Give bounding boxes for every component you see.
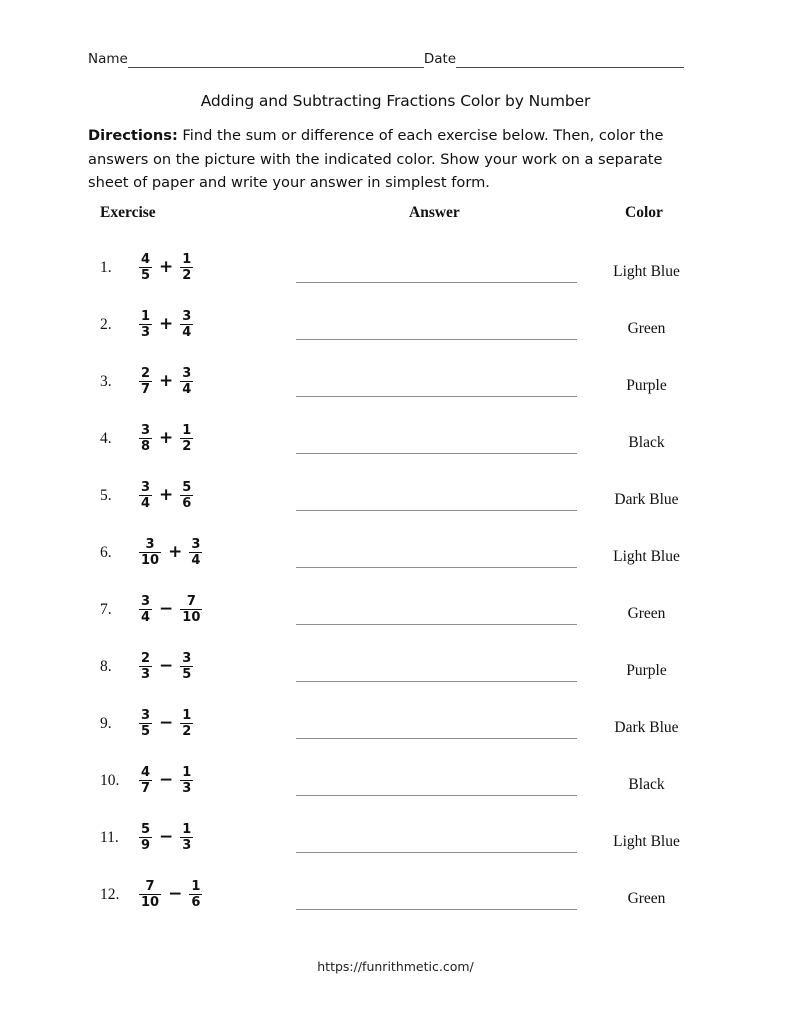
exercise-number: 3.	[100, 373, 112, 390]
fraction-denominator: 4	[182, 381, 192, 397]
answer-blank-line[interactable]	[296, 795, 577, 796]
answer-blank-line[interactable]	[296, 681, 577, 682]
exercise-row	[0, 583, 791, 640]
footer-url[interactable]: https://funrithmetic.com/	[317, 959, 474, 974]
operator-symbol: +	[159, 256, 174, 277]
exercise-number: 6.	[100, 544, 112, 561]
fraction-denominator: 9	[141, 837, 151, 853]
operator-symbol: +	[159, 484, 174, 505]
operator-symbol: −	[159, 826, 174, 847]
exercise-number: 8.	[100, 658, 112, 675]
exercise-number: 10.	[100, 772, 120, 789]
fraction-numerator: 4	[141, 764, 151, 780]
fraction-denominator: 7	[141, 381, 151, 397]
operator-symbol: −	[159, 655, 174, 676]
exercise-number: 2.	[100, 316, 112, 333]
fraction-denominator: 5	[141, 267, 151, 283]
fraction-numerator: 3	[141, 707, 151, 723]
color-label: Light Blue	[613, 263, 680, 280]
exercise-row	[0, 298, 791, 355]
operator-symbol: +	[159, 427, 174, 448]
operator-symbol: −	[168, 883, 183, 904]
fraction-numerator: 5	[182, 479, 192, 495]
color-label: Purple	[626, 662, 667, 679]
exercise-number: 1.	[100, 259, 112, 276]
fraction-denominator: 2	[182, 267, 192, 283]
first-fraction	[139, 367, 152, 396]
column-header-color: Color	[625, 204, 663, 221]
color-label: Green	[627, 320, 666, 337]
exercise-number: 5.	[100, 487, 112, 504]
fraction-denominator: 3	[141, 666, 151, 682]
fraction-denominator: 6	[191, 894, 201, 910]
fraction-denominator: 10	[141, 552, 160, 568]
color-label: Green	[627, 605, 666, 622]
exercise-row	[0, 241, 791, 298]
directions-text: Find the sum or difference of each exercise below. Then, color the answers on the picture with the indicated color. Show your work on a separate sheet of paper and write your answer in simplest form.	[88, 127, 664, 191]
exercise-row	[0, 469, 791, 526]
answer-blank-line[interactable]	[296, 453, 577, 454]
answer-blank-line[interactable]	[296, 567, 577, 568]
operator-symbol: −	[159, 769, 174, 790]
color-label: Dark Blue	[614, 719, 679, 736]
fraction-numerator: 3	[141, 593, 151, 609]
first-fraction	[139, 538, 161, 567]
exercise-number: 7.	[100, 601, 112, 618]
first-fraction	[139, 595, 152, 624]
first-fraction	[139, 652, 152, 681]
color-label: Green	[627, 890, 666, 907]
exercise-row	[0, 412, 791, 469]
second-fraction	[180, 766, 193, 795]
exercise-row	[0, 811, 791, 868]
fraction-denominator: 2	[182, 438, 192, 454]
directions-colon: :	[171, 127, 178, 144]
first-fraction	[139, 880, 161, 909]
fraction-denominator: 5	[182, 666, 192, 682]
fraction-numerator: 2	[141, 365, 151, 381]
exercise-expression	[138, 814, 194, 860]
exercise-list	[0, 241, 791, 925]
fraction-numerator: 3	[191, 536, 201, 552]
exercise-expression	[138, 529, 203, 575]
second-fraction	[189, 880, 202, 909]
operator-symbol: +	[159, 313, 174, 334]
fraction-numerator: 4	[141, 251, 151, 267]
operator-symbol: +	[168, 541, 183, 562]
first-fraction	[139, 424, 152, 453]
fraction-numerator: 1	[191, 878, 201, 894]
exercise-expression	[138, 757, 194, 803]
color-label: Black	[628, 776, 665, 793]
column-header-answer: Answer	[409, 204, 460, 221]
fraction-numerator: 3	[145, 536, 155, 552]
second-fraction	[180, 709, 193, 738]
answer-blank-line[interactable]	[296, 624, 577, 625]
fraction-denominator: 4	[141, 609, 151, 625]
color-label: Dark Blue	[614, 491, 679, 508]
second-fraction	[189, 538, 202, 567]
exercise-row	[0, 868, 791, 925]
exercise-expression	[138, 358, 194, 404]
fraction-denominator: 10	[141, 894, 160, 910]
first-fraction	[139, 823, 152, 852]
date-label: Date	[423, 51, 457, 67]
fraction-numerator: 7	[186, 593, 196, 609]
first-fraction	[139, 766, 152, 795]
operator-symbol: −	[159, 712, 174, 733]
fraction-numerator: 3	[182, 650, 192, 666]
exercise-number: 12.	[100, 886, 120, 903]
color-label: Black	[628, 434, 665, 451]
exercise-row	[0, 640, 791, 697]
exercise-expression	[138, 244, 194, 290]
operator-symbol: +	[159, 370, 174, 391]
second-fraction	[180, 253, 193, 282]
date-input-line[interactable]	[456, 52, 684, 68]
second-fraction	[180, 424, 193, 453]
color-label: Light Blue	[613, 833, 680, 850]
name-label: Name	[88, 51, 128, 67]
answer-blank-line[interactable]	[296, 510, 577, 511]
fraction-denominator: 10	[182, 609, 201, 625]
second-fraction	[180, 367, 193, 396]
fraction-denominator: 5	[141, 723, 151, 739]
fraction-numerator: 1	[182, 251, 192, 267]
answer-blank-line[interactable]	[296, 282, 577, 283]
fraction-denominator: 6	[182, 495, 192, 511]
fraction-numerator: 1	[182, 707, 192, 723]
first-fraction	[139, 709, 152, 738]
second-fraction	[180, 595, 202, 624]
column-headers	[0, 204, 791, 226]
second-fraction	[180, 823, 193, 852]
answer-blank-line[interactable]	[296, 852, 577, 853]
directions-label: Directions	[88, 127, 172, 144]
fraction-denominator: 4	[191, 552, 201, 568]
second-fraction	[180, 481, 193, 510]
operator-symbol: −	[159, 598, 174, 619]
fraction-numerator: 7	[145, 878, 155, 894]
exercise-expression	[138, 586, 203, 632]
fraction-numerator: 2	[141, 650, 151, 666]
answer-blank-line[interactable]	[296, 738, 577, 739]
fraction-numerator: 1	[141, 308, 151, 324]
fraction-denominator: 3	[182, 837, 192, 853]
name-input-line[interactable]	[128, 52, 424, 68]
answer-blank-line[interactable]	[296, 339, 577, 340]
exercise-row	[0, 355, 791, 412]
fraction-denominator: 3	[182, 780, 192, 796]
exercise-expression	[138, 700, 194, 746]
fraction-numerator: 1	[182, 821, 192, 837]
answer-blank-line[interactable]	[296, 396, 577, 397]
exercise-row	[0, 697, 791, 754]
answer-blank-line[interactable]	[296, 909, 577, 910]
fraction-numerator: 3	[141, 422, 151, 438]
fraction-denominator: 7	[141, 780, 151, 796]
exercise-number: 4.	[100, 430, 112, 447]
page-title: Adding and Subtracting Fractions Color by Number	[200, 92, 591, 110]
fraction-numerator: 3	[182, 308, 192, 324]
exercise-expression	[138, 643, 194, 689]
fraction-numerator: 3	[182, 365, 192, 381]
exercise-expression	[138, 871, 203, 917]
fraction-numerator: 5	[141, 821, 151, 837]
exercise-expression	[138, 415, 194, 461]
exercise-row	[0, 526, 791, 583]
first-fraction	[139, 481, 152, 510]
exercise-expression	[138, 301, 194, 347]
exercise-row	[0, 754, 791, 811]
exercise-number: 11.	[100, 829, 119, 846]
exercise-number: 9.	[100, 715, 112, 732]
exercise-expression	[138, 472, 194, 518]
fraction-denominator: 4	[141, 495, 151, 511]
fraction-numerator: 1	[182, 764, 192, 780]
second-fraction	[180, 652, 193, 681]
first-fraction	[139, 253, 152, 282]
fraction-denominator: 2	[182, 723, 192, 739]
directions-paragraph	[88, 124, 672, 195]
color-label: Light Blue	[613, 548, 680, 565]
fraction-numerator: 1	[182, 422, 192, 438]
fraction-denominator: 3	[141, 324, 151, 340]
first-fraction	[139, 310, 152, 339]
fraction-numerator: 3	[141, 479, 151, 495]
color-label: Purple	[626, 377, 667, 394]
fraction-denominator: 8	[141, 438, 151, 454]
second-fraction	[180, 310, 193, 339]
column-header-exercise: Exercise	[100, 204, 156, 221]
fraction-denominator: 4	[182, 324, 192, 340]
name-date-header	[88, 46, 695, 68]
